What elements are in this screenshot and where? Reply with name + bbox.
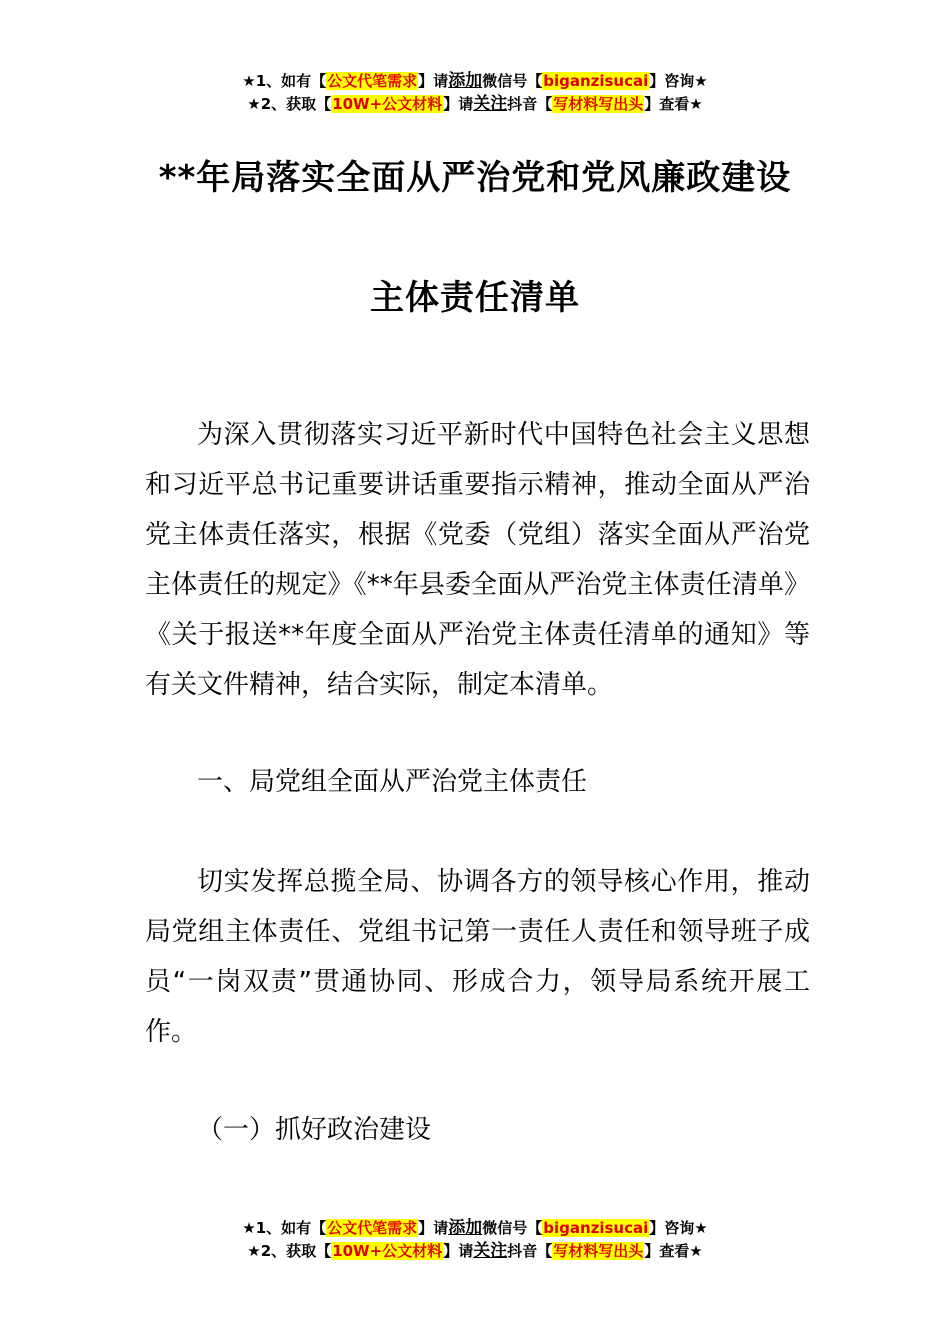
banner-text: 微信号【 bbox=[482, 1219, 543, 1237]
banner-text: 2、获取【 bbox=[260, 1242, 332, 1260]
banner-text: 】请 bbox=[443, 1242, 474, 1260]
banner-line-2 bbox=[0, 93, 950, 116]
banner-text: 】查看 bbox=[644, 95, 690, 113]
intro-paragraph: 为深入贯彻落实习近平新时代中国特色社会主义思想和习近平总书记重要讲话重要指示精神，推动全面从严治党主体责任落实，根据《党委（党组）落实全面从严治党主体责任的规定》《**年县委全面从严治党主体责任清单》《关于报送**年度全面从严治党主体责任清单的通知》等有关文件精神，结合实际，制定本清单。 bbox=[145, 420, 810, 700]
highlight-text: 写材料写出头 bbox=[553, 1242, 644, 1260]
banner-text: 1、如有【 bbox=[255, 1219, 327, 1237]
section-body-paragraph: 切实发挥总揽全局、协调各方的领导核心作用，推动局党组主体责任、党组书记第一责任人责任和领导班子成员“一岗双责”贯通协同、形成合力，领导局系统开展工作。 bbox=[145, 867, 810, 1047]
star-icon: ★ bbox=[242, 72, 256, 90]
document-title-line-2: 主体责任清单 bbox=[370, 278, 580, 318]
bottom-banner bbox=[0, 1217, 950, 1263]
highlight-text: 公文代笔需求 bbox=[327, 72, 418, 90]
document-title-line-1: **年局落实全面从严治党和党风廉政建设 bbox=[158, 158, 792, 198]
banner-text: 】咨询 bbox=[649, 1219, 695, 1237]
highlight-text: 10W+公文材料 bbox=[332, 95, 443, 113]
top-banner bbox=[0, 70, 950, 116]
banner-line-2 bbox=[0, 1240, 950, 1263]
star-icon: ★ bbox=[247, 1242, 261, 1260]
highlight-text: 写材料写出头 bbox=[553, 95, 644, 113]
banner-text: 】请 bbox=[418, 1219, 449, 1237]
banner-text: 抖音【 bbox=[507, 95, 553, 113]
banner-text: 1、如有【 bbox=[255, 72, 327, 90]
highlight-text: biganzisucai bbox=[543, 72, 649, 90]
banner-text: 】请 bbox=[443, 95, 474, 113]
star-icon: ★ bbox=[694, 72, 708, 90]
emphasis-text: 关注 bbox=[473, 1241, 508, 1261]
star-icon: ★ bbox=[694, 1219, 708, 1237]
banner-text: 微信号【 bbox=[482, 72, 543, 90]
emphasis-text: 添加 bbox=[448, 1218, 483, 1238]
emphasis-text: 添加 bbox=[448, 71, 483, 91]
banner-text: 2、获取【 bbox=[260, 95, 332, 113]
banner-text: 】咨询 bbox=[649, 72, 695, 90]
banner-text: 抖音【 bbox=[507, 1242, 553, 1260]
emphasis-text: 关注 bbox=[473, 94, 508, 114]
banner-line-1 bbox=[0, 70, 950, 93]
highlight-text: 10W+公文材料 bbox=[332, 1242, 443, 1260]
section-heading: 一、局党组全面从严治党主体责任 bbox=[197, 767, 588, 797]
star-icon: ★ bbox=[689, 95, 703, 113]
star-icon: ★ bbox=[242, 1219, 256, 1237]
star-icon: ★ bbox=[689, 1242, 703, 1260]
banner-text: 】请 bbox=[418, 72, 449, 90]
highlight-text: biganzisucai bbox=[543, 1219, 649, 1237]
banner-line-1 bbox=[0, 1217, 950, 1240]
highlight-text: 公文代笔需求 bbox=[327, 1219, 418, 1237]
banner-text: 】查看 bbox=[644, 1242, 690, 1260]
subsection-heading: （一）抓好政治建设 bbox=[197, 1115, 432, 1145]
star-icon: ★ bbox=[247, 95, 261, 113]
